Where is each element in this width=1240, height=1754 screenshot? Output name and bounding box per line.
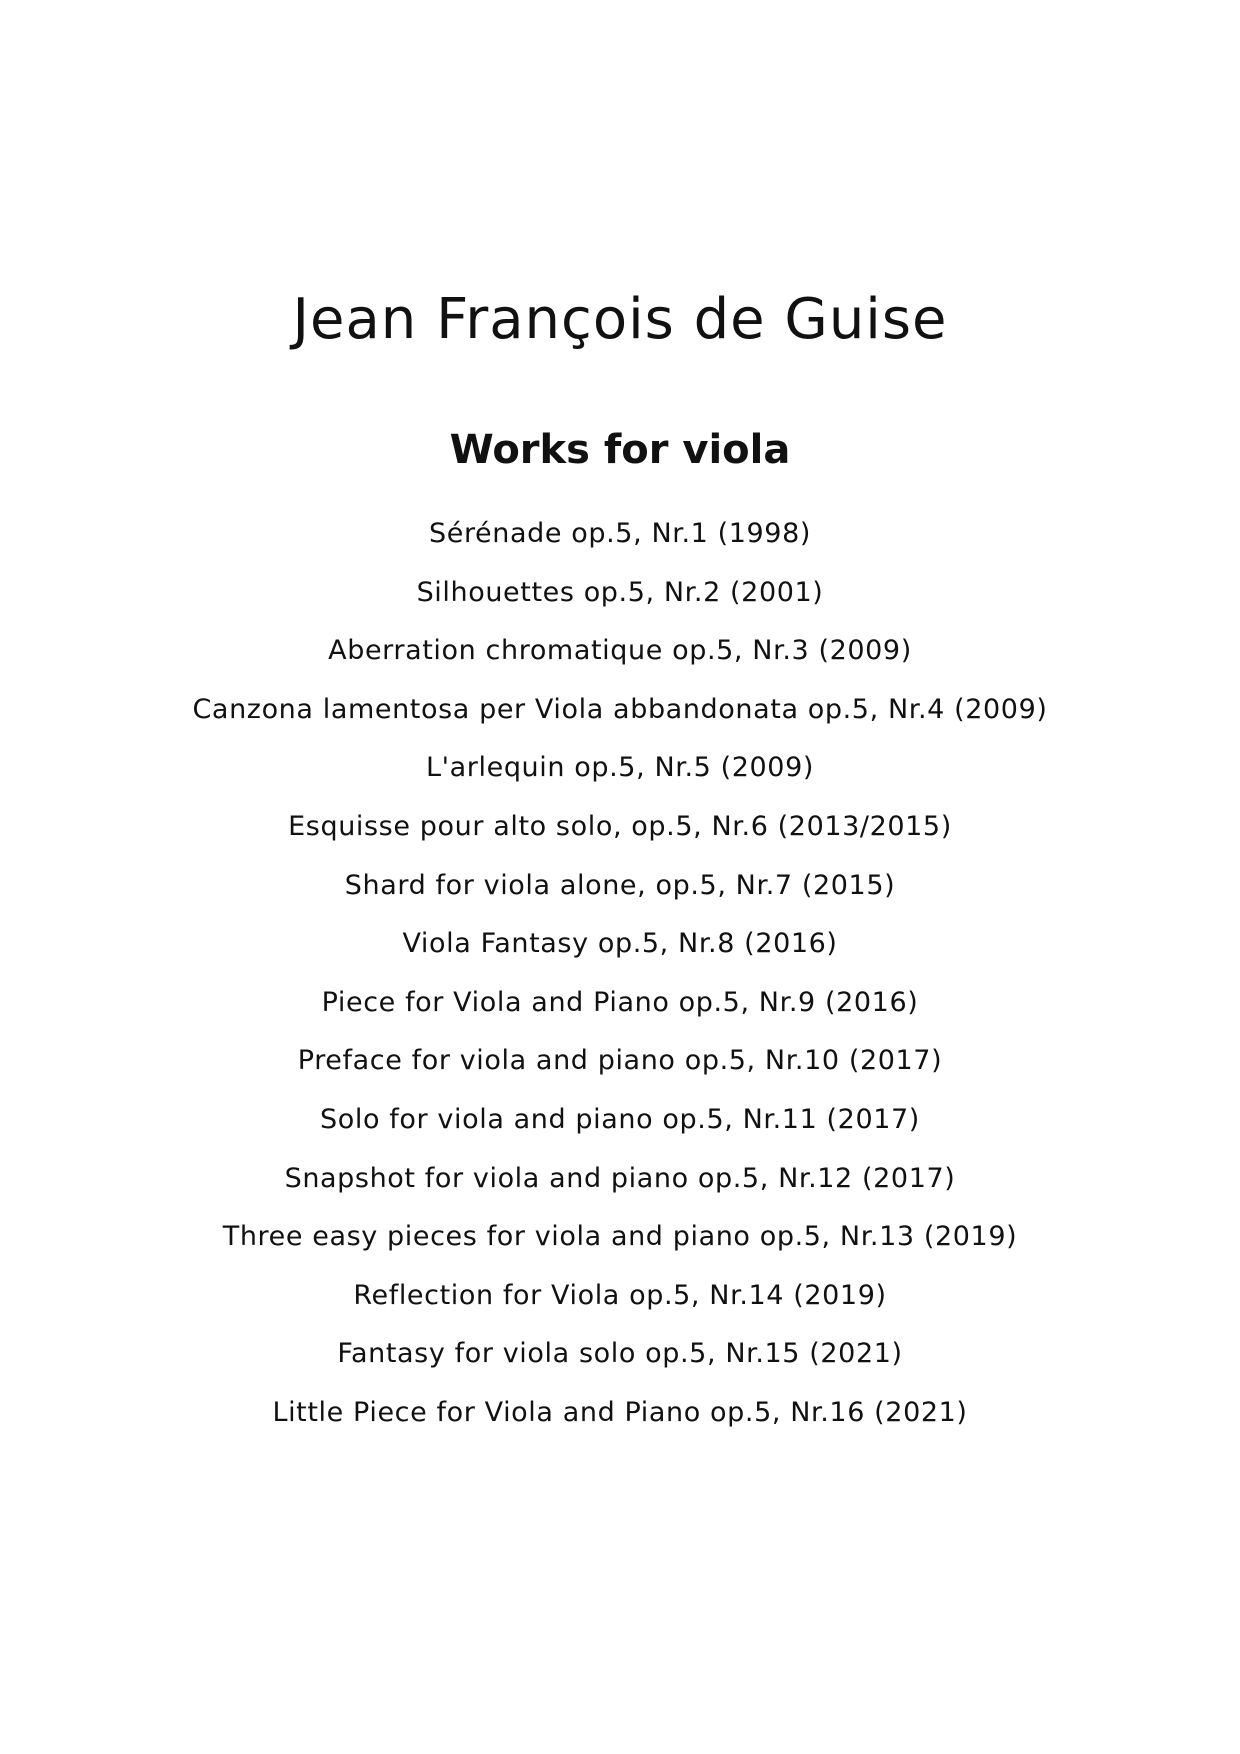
work-item: Sérénade op.5, Nr.1 (1998) (429, 518, 811, 549)
work-item: Fantasy for viola solo op.5, Nr.15 (2021) (337, 1338, 903, 1370)
work-item: Silhouettes op.5, Nr.2 (2001) (416, 576, 824, 608)
works-list (0, 505, 1240, 1443)
work-item: Canzona lamentosa per Viola abbandonata op.5, Nr.4 (2009) (192, 693, 1048, 725)
work-item: L'arlequin op.5, Nr.5 (2009) (426, 752, 814, 784)
work-item: Reflection for Viola op.5, Nr.14 (2019) (353, 1279, 887, 1311)
section-title: Works for viola (449, 427, 791, 473)
work-item: Solo for viola and piano op.5, Nr.11 (2017) (320, 1103, 920, 1135)
composer-name: Jean François de Guise (292, 287, 948, 352)
work-item: Snapshot for viola and piano op.5, Nr.12 (2017) (284, 1162, 956, 1194)
work-item: Piece for Viola and Piano op.5, Nr.9 (2016) (321, 986, 919, 1018)
work-item: Preface for viola and piano op.5, Nr.10 (2017) (297, 1045, 943, 1077)
work-item: Esquisse pour alto solo, op.5, Nr.6 (2013/2015) (288, 810, 952, 842)
work-item: Viola Fantasy op.5, Nr.8 (2016) (402, 928, 838, 960)
work-item: Shard for viola alone, op.5, Nr.7 (2015) (344, 869, 896, 901)
work-item: Little Piece for Viola and Piano op.5, Nr.16 (2021) (272, 1396, 968, 1428)
work-item: Three easy pieces for viola and piano op.5, Nr.13 (2019) (222, 1221, 1018, 1253)
work-item: Aberration chromatique op.5, Nr.3 (2009) (328, 635, 912, 667)
